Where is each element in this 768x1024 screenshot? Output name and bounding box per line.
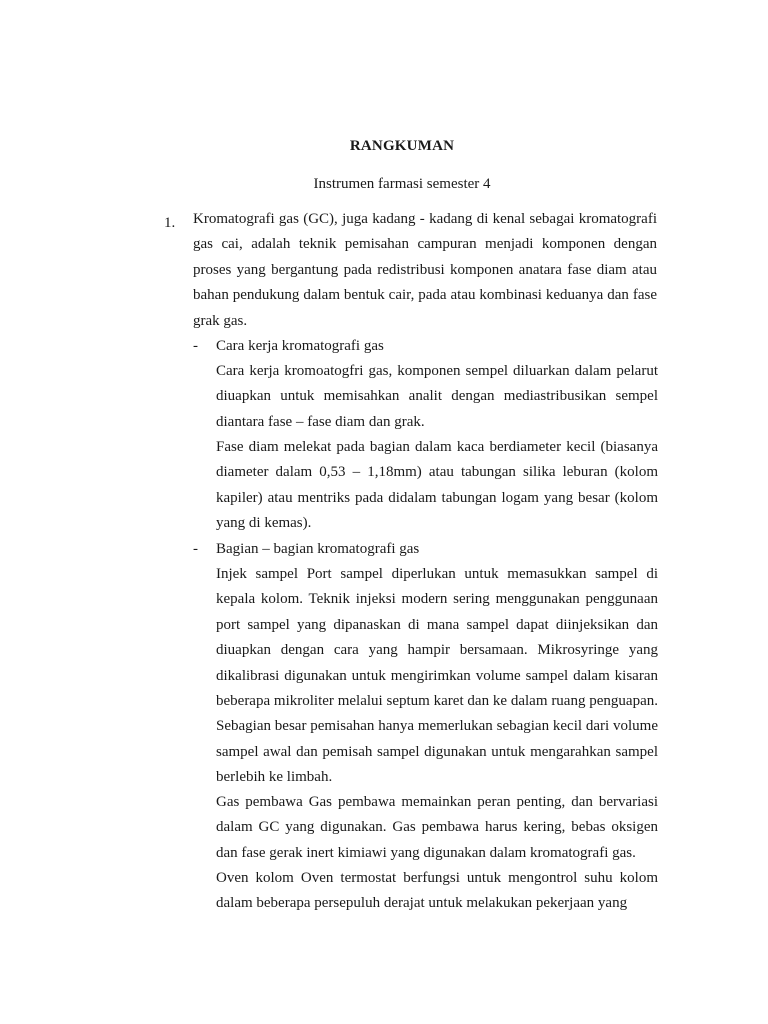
intro-paragraph: Kromatografi gas (GC), juga kadang - kadang di kenal sebagai kromatografi gas cai, adalah teknik pemisahan campuran menjadi komponen dengan proses yang bergantung pada redistribusi komponen anatara fase diam atau bahan pendukung dalam bentuk cair, pada atau kombinasi keduanya dan fase grak gas. bbox=[193, 211, 657, 329]
section-heading-bagian: Bagian – bagian kromatografi gas bbox=[216, 541, 420, 557]
section-paragraph: Fase diam melekat pada bagian dalam kaca berdiameter kecil (biasanya diameter dalam 0,53 – 1,18mm) atau tabungan silika leburan (kolom kapiler) atau mentriks pada didalam tabungan logam yang besar (kolom yang di kemas). bbox=[216, 439, 658, 532]
section-bullet: - bbox=[193, 541, 198, 557]
section-heading-cara-kerja: Cara kerja kromatografi gas bbox=[216, 338, 384, 354]
section-bullet: - bbox=[193, 338, 198, 354]
document-title: RANGKUMAN bbox=[349, 138, 455, 154]
section-paragraph: Injek sampel Port sampel diperlukan untuk memasukkan sampel di kepala kolom. Teknik injeksi modern sering menggunakan penggunaan port sampel yang dipanaskan di mana sampel dapat diinjeksikan dan diuapkan dengan cara yang hampir bersamaan. Mikrosyringe yang dikalibrasi digunakan untuk mengirimkan volume sampel dalam kisaran beberapa mikroliter melalui septum karet dan ke dalam ruang penguapan. Sebagian besar pemisahan hanya memerlukan sebagian kecil dari volume sampel awal dan pemisah sampel digunakan untuk mengarahkan sampel berlebih ke limbah. bbox=[216, 566, 658, 786]
section-paragraph: Gas pembawa Gas pembawa memainkan peran penting, dan bervariasi dalam GC yang digunakan. Gas pembawa harus kering, bebas oksigen dan fase gerak inert kimiawi yang digunakan dalam kromatografi gas. bbox=[216, 794, 658, 861]
section-paragraph: Oven kolom Oven termostat berfungsi untuk mengontrol suhu kolom dalam beberapa persepuluh derajat untuk melakukan pekerjaan yang bbox=[216, 870, 658, 912]
document-subtitle: Instrumen farmasi semester 4 bbox=[313, 176, 491, 192]
list-item-number: 1. bbox=[164, 215, 176, 231]
section-paragraph: Cara kerja kromoatogfri gas, komponen sempel diluarkan dalam pelarut diuapkan untuk memisahkan analit dengan mediastribusikan sempel diantara fase – fase diam dan grak. bbox=[216, 363, 658, 430]
